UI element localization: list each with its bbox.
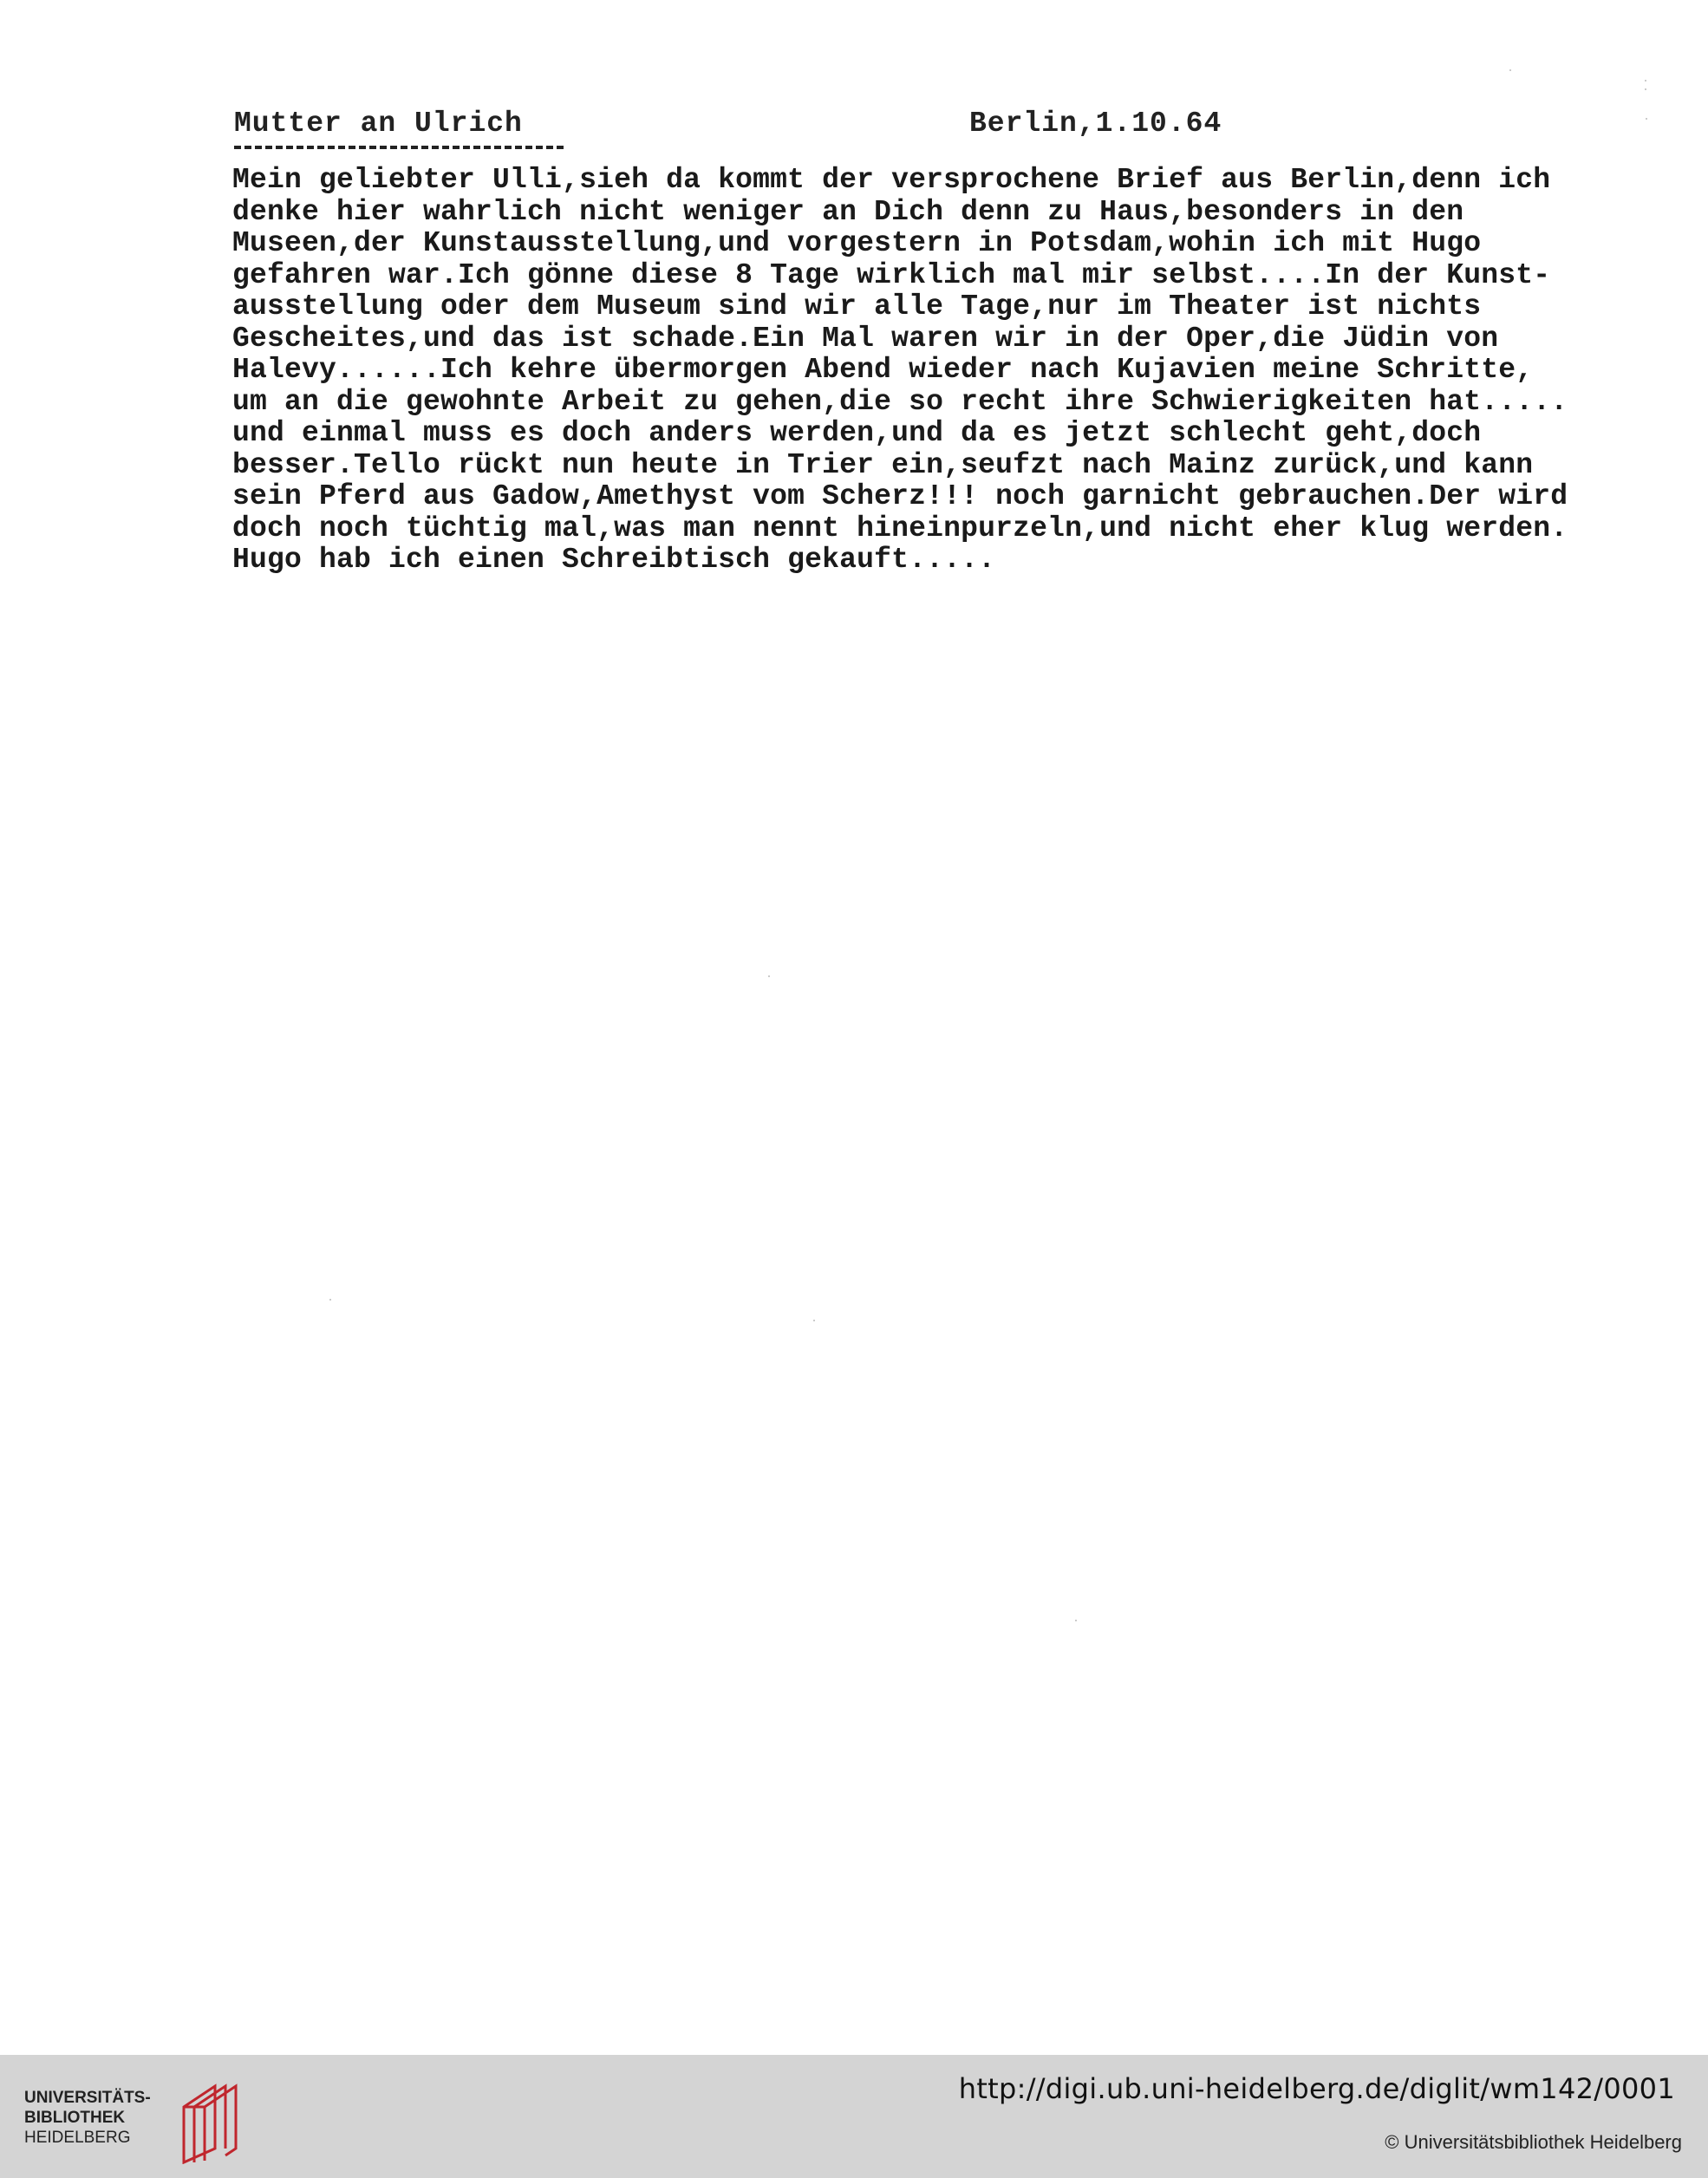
typed-letter: [232, 102, 1654, 577]
scan-speck: [813, 1320, 815, 1321]
letter-line: doch noch tüchtig mal,was man nennt hineinpurzeln,und nicht eher klug werden.: [232, 512, 1568, 544]
letter-line: gefahren war.Ich gönne diese 8 Tage wirklich mal mir selbst....In der Kunst-: [232, 258, 1551, 291]
library-books-icon: [172, 2077, 250, 2164]
letter-line: Gescheites,und das ist schade.Ein Mal waren wir in der Oper,die Jüdin von: [232, 322, 1499, 355]
letter-place-date: Berlin,1.10.64: [969, 108, 1222, 140]
scan-speck: [1645, 80, 1646, 82]
scan-speck: [768, 975, 770, 977]
logo-line-bibliothek: BIBLIOTHEK: [24, 2109, 126, 2127]
letter-line: ausstellung oder dem Museum sind wir alle Tage,nur im Theater ist nichts: [232, 290, 1482, 323]
letter-body: [232, 165, 1654, 577]
letter-line: Halevy......Ich kehre übermorgen Abend wieder nach Kujavien meine Schritte,: [232, 354, 1534, 386]
digitization-footer: [0, 2055, 1708, 2178]
letter-heading: [232, 102, 1654, 144]
scan-speck: [1075, 1620, 1077, 1621]
logo-line-universitaets: UNIVERSITÄTS-: [24, 2089, 151, 2107]
letter-line: um an die gewohnte Arbeit zu gehen,die so recht ihre Schwierigkeiten hat.....: [232, 385, 1568, 418]
letter-line: Mein geliebter Ulli,sieh da kommt der versprochene Brief aus Berlin,denn ich: [232, 164, 1551, 196]
letter-line: besser.Tello rückt nun heute in Trier ein,seufzt nach Mainz zurück,und kann: [232, 448, 1534, 481]
scan-speck: [1646, 118, 1647, 120]
copyright-notice: © Universitätsbibliothek Heidelberg: [1385, 2131, 1682, 2153]
library-logo-text: [24, 2088, 151, 2148]
source-url-link[interactable]: http://digi.ub.uni-heidelberg.de/diglit/wm142/0001: [958, 2072, 1675, 2105]
letter-addressee-heading: Mutter an Ulrich: [234, 108, 523, 140]
library-logo[interactable]: [24, 2077, 250, 2164]
logo-line-heidelberg: HEIDELBERG: [24, 2129, 131, 2147]
scan-speck: [1645, 88, 1646, 90]
letter-line: und einmal muss es doch anders werden,und da es jetzt schlecht geht,doch: [232, 417, 1482, 449]
heading-underline: [234, 146, 564, 149]
letter-line: Hugo hab ich einen Schreibtisch gekauft.....: [232, 544, 996, 576]
scan-speck: [329, 1299, 331, 1301]
scan-speck: [1509, 69, 1511, 71]
letter-line: Museen,der Kunstausstellung,und vorgestern in Potsdam,wohin ich mit Hugo: [232, 227, 1482, 259]
letter-line: sein Pferd aus Gadow,Amethyst vom Scherz!!! noch garnicht gebrauchen.Der wird: [232, 480, 1568, 512]
letter-line: denke hier wahrlich nicht weniger an Dich denn zu Haus,besonders in den: [232, 195, 1464, 228]
